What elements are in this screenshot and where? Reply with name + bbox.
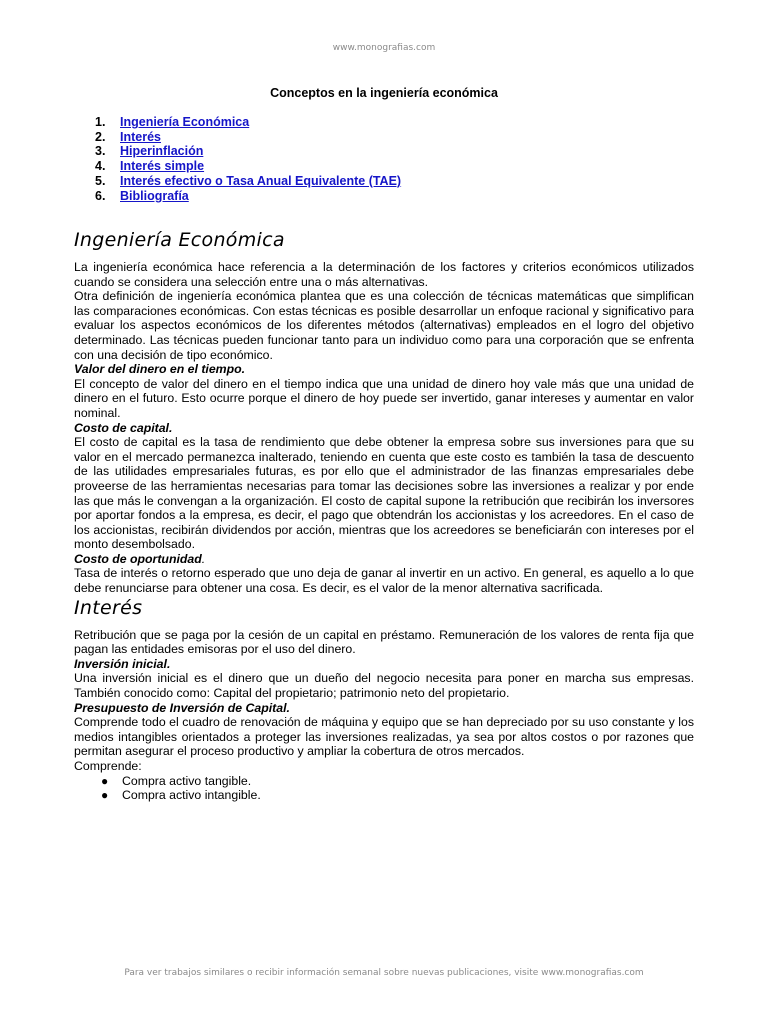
- document-title: Conceptos en la ingeniería económica: [270, 86, 498, 100]
- toc-number: 3.: [95, 144, 106, 159]
- document-body: [74, 228, 694, 803]
- toc-item: [95, 159, 401, 174]
- toc-link-interes[interactable]: Interés: [120, 129, 161, 144]
- toc-link-hiperinflacion[interactable]: Hiperinflación: [120, 144, 204, 159]
- list-item-text: Compra activo intangible.: [122, 788, 261, 803]
- page-header: www.monografias.com: [332, 43, 436, 53]
- list-item: [101, 774, 694, 789]
- toc-link-interes-simple[interactable]: Interés simple: [120, 159, 205, 174]
- toc-item: [95, 130, 401, 145]
- paragraph: Comprende todo el cuadro de renovación de máquina y equipo que se han depreciado por su uso constante y los medios intangibles orientados a proteger las inversiones realizadas, ya sea por altos costos o por razones que permitan asegurar el proceso productivo y ampliar la cobertura de otros mercados.: [74, 715, 694, 759]
- section-heading-interes: Interés: [74, 596, 143, 619]
- toc-link-interes-efectivo[interactable]: Interés efectivo o Tasa Anual Equivalente (TAE): [120, 173, 402, 188]
- subheading-costo-capital: Costo de capital.: [74, 420, 173, 435]
- table-of-contents: [95, 115, 401, 203]
- toc-item: [95, 174, 401, 189]
- subheading-text: Costo de oportunidad: [74, 551, 202, 566]
- toc-number: 5.: [95, 173, 106, 188]
- toc-number: 6.: [95, 188, 106, 203]
- subheading-costo-oportunidad: [74, 552, 694, 567]
- toc-number: 1.: [95, 115, 106, 129]
- paragraph: Una inversión inicial es el dinero que un dueño del negocio necesita para poner en marcha sus empresas. También conocido como: Capital del propietario; patrimonio neto del propietario.: [74, 671, 694, 701]
- subheading-period: .: [201, 551, 206, 566]
- paragraph: Otra definición de ingeniería económica plantea que es una colección de técnicas matemáticas que simplifican las comparaciones económicas. Con estas técnicas es posible desarrollar un enfoque racional y significativo para evaluar los aspectos económicos de los diferentes métodos (alternativas) empleados en el logro del objetivo determinado. Las técnicas pueden funcionar tanto para un individuo como para una corporación que se enfrenta con una decisión de tipo económico.: [74, 289, 694, 362]
- paragraph: Tasa de interés o retorno esperado que uno deja de ganar al invertir en un activo. En general, es aquello a lo que debe renunciarse para obtener una cosa. Es decir, es el valor de la menor alternativa sacrificada.: [74, 566, 694, 596]
- paragraph: La ingeniería económica hace referencia a la determinación de los factores y criterios económicos utilizados cuando se considera una selección entre una o más alternativas.: [74, 260, 694, 289]
- toc-link-bibliografia[interactable]: Bibliografía: [120, 188, 189, 203]
- section-heading-ingenieria-economica: Ingeniería Económica: [74, 229, 285, 251]
- bullet-list: [74, 774, 694, 803]
- paragraph: Comprende:: [74, 759, 142, 773]
- page-footer: Para ver trabajos similares o recibir información semanal sobre nuevas publicaciones, visite www.monografias.com: [124, 968, 644, 978]
- subheading-valor-dinero: Valor del dinero en el tiempo.: [74, 362, 246, 377]
- subheading-presupuesto-inversion: Presupuesto de Inversión de Capital.: [74, 700, 290, 715]
- toc-item: [95, 115, 401, 130]
- bullet-icon: ●: [101, 773, 109, 788]
- toc-link-ingenieria-economica[interactable]: Ingeniería Económica: [120, 115, 250, 129]
- toc-item: [95, 144, 401, 159]
- paragraph: El concepto de valor del dinero en el tiempo indica que una unidad de dinero hoy vale más que una unidad de dinero en el futuro. Esto ocurre porque el dinero de hoy puede ser invertido, ganar intereses y aumentar en valor nominal.: [74, 376, 694, 420]
- toc-number: 4.: [95, 159, 106, 174]
- bullet-icon: ●: [101, 788, 109, 803]
- paragraph: Retribución que se paga por la cesión de un capital en préstamo. Remuneración de los valores de renta fija que pagan las entidades emisoras por el uso del dinero.: [74, 627, 694, 657]
- toc-item: [95, 189, 401, 204]
- list-item: [101, 788, 694, 803]
- toc-number: 2.: [95, 129, 106, 144]
- paragraph: El costo de capital es la tasa de rendimiento que debe obtener la empresa sobre sus inversiones para que su valor en el mercado permanezca inalterado, teniendo en cuenta que este costo es también la tasa de descuento de las utilidades empresariales futuras, es por ello que el administrador de las finanzas empresariales debe proveerse de las herramientas necesarias para tomar las decisiones sobre las inversiones a realizar y por ende las que más le convengan a la organización. El costo de capital supone la retribución que recibirán los inversores por aportar fondos a la empresa, es decir, el pago que obtendrán los accionistas y los acreedores. En el caso de los accionistas, recibirán dividendos por acción, mientras que los acreedores se beneficiarán con intereses por el monto desembolsado.: [74, 435, 694, 552]
- list-item-text: Compra activo tangible.: [122, 773, 252, 788]
- subheading-inversion-inicial: Inversión inicial.: [74, 656, 171, 671]
